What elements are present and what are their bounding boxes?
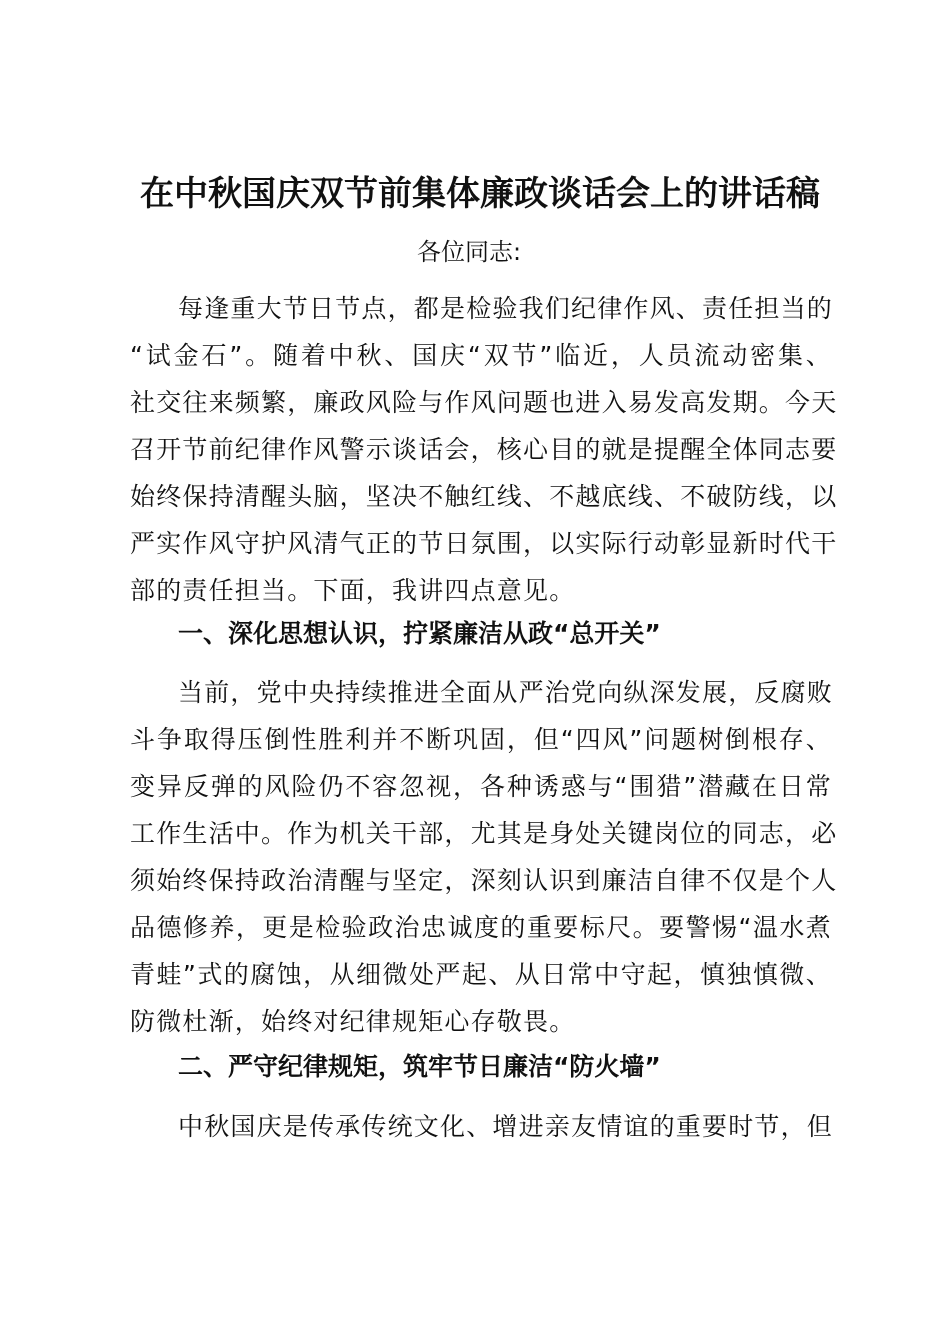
paragraph-line: 每逢重大节日节点，都是检验我们纪律作风、责任担当的	[178, 294, 834, 323]
section1-paragraph	[130, 669, 838, 1045]
paragraph-line: 工作生活中。作为机关干部，尤其是身处关键岗位的同志，必	[130, 819, 838, 848]
paragraph-line: 召开节前纪律作风警示谈话会，核心目的就是提醒全体同志要	[130, 435, 838, 464]
paragraph-line: “试金石”。随着中秋、国庆“双节”临近，人员流动密集、	[130, 341, 832, 370]
paragraph-line: 始终保持清醒头脑，坚决不触红线、不越底线、不破防线，以	[130, 482, 838, 511]
section-heading-1: 一、深化思想认识，拧紧廉洁从政“总开关”	[178, 619, 661, 648]
intro-paragraph	[130, 285, 838, 614]
paragraph-line: 品德修养，更是检验政治忠诚度的重要标尺。要警惕“温水煮	[130, 913, 832, 942]
paragraph-line: 部的责任担当。下面，我讲四点意见。	[130, 576, 576, 605]
paragraph-line: 防微杜渐，始终对纪律规矩心存敬畏。	[130, 1007, 576, 1036]
paragraph-line: 青蛙”式的腐蚀，从细微处严起、从日常中守起，慎独慎微、	[130, 960, 832, 989]
paragraph-line: 须始终保持政治清醒与坚定，深刻认识到廉洁自律不仅是个人	[130, 866, 838, 895]
paragraph-line: 严实作风守护风清气正的节日氛围，以实际行动彰显新时代干	[130, 529, 838, 558]
paragraph-line: 中秋国庆是传承传统文化、增进亲友情谊的重要时节，但	[178, 1112, 834, 1141]
paragraph-line: 当前，党中央持续推进全面从严治党向纵深发展，反腐败	[178, 678, 834, 707]
paragraph-line: 社交往来频繁，廉政风险与作风问题也进入易发高发期。今天	[130, 388, 838, 417]
section2-paragraph	[130, 1103, 832, 1150]
section-heading-2: 二、严守纪律规矩，筑牢节日廉洁“防火墙”	[178, 1052, 661, 1081]
salutation: 各位同志:	[417, 238, 522, 266]
paragraph-line: 斗争取得压倒性胜利并不断巩固，但“四风”问题树倒根存、	[130, 725, 832, 754]
paragraph-line: 变异反弹的风险仍不容忽视，各种诱惑与“围猎”潜藏在日常	[130, 772, 832, 801]
document-title: 在中秋国庆双节前集体廉政谈话会上的讲话稿	[140, 174, 820, 214]
